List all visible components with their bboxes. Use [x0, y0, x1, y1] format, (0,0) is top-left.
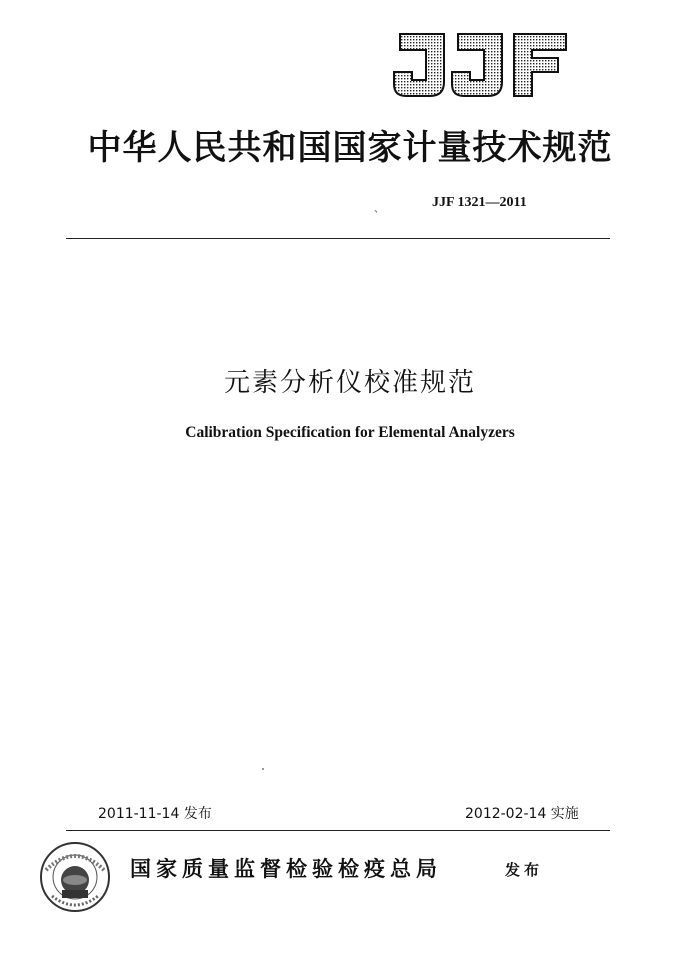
- effective-date: 2012-02-14 实施: [465, 806, 579, 822]
- official-seal-icon: [38, 840, 112, 914]
- standard-code: JJF 1321—2011: [432, 195, 527, 210]
- issuing-label: 发布: [505, 861, 544, 879]
- footer-divider: [66, 830, 610, 831]
- jjf-logo: [392, 30, 570, 102]
- header-divider: [66, 238, 610, 239]
- standard-category-title: 中华人民共和国国家计量技术规范: [87, 128, 613, 168]
- document-title-cn: 元素分析仪校准规范: [223, 368, 476, 398]
- stray-mark: 、: [374, 204, 384, 215]
- document-title-en: Calibration Specification for Elemental Analyzers: [185, 424, 515, 441]
- issue-date: 2011-11-14 发布: [98, 806, 212, 822]
- issuing-authority: 国家质量监督检验检疫总局: [130, 856, 442, 881]
- scan-speck: [262, 768, 264, 770]
